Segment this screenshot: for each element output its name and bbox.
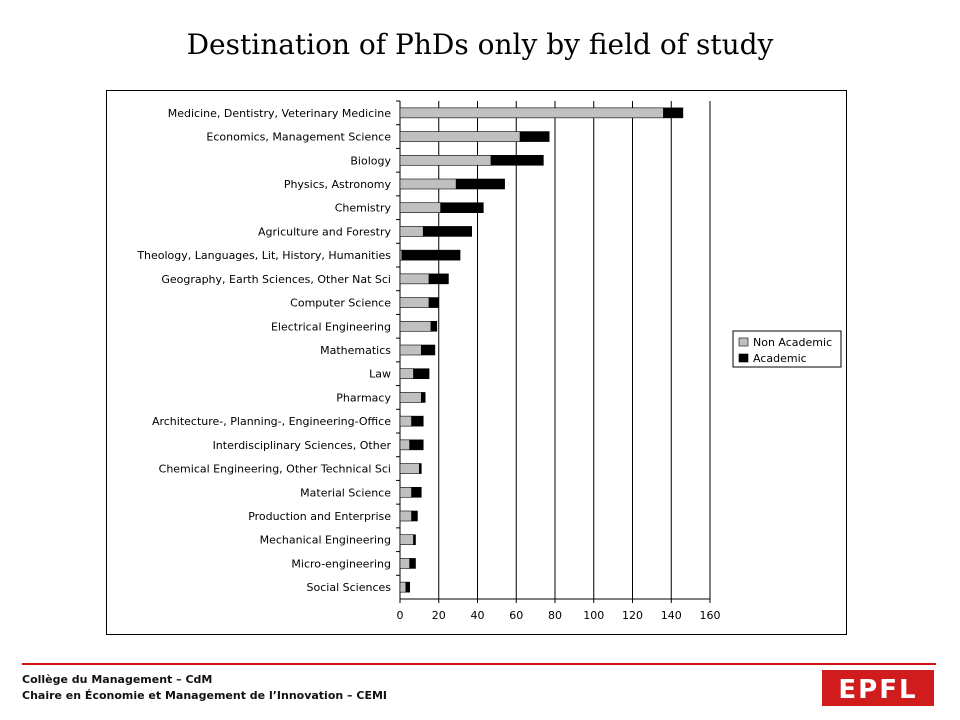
bar-academic bbox=[412, 416, 424, 426]
bar-non-academic bbox=[400, 226, 423, 236]
category-label: Mathematics bbox=[320, 344, 391, 357]
bar-non-academic bbox=[400, 558, 410, 568]
bar-non-academic bbox=[400, 298, 429, 308]
legend-swatch-academic bbox=[739, 354, 748, 362]
bar-academic bbox=[402, 250, 460, 260]
category-label: Physics, Astronomy bbox=[283, 178, 391, 191]
bar-academic bbox=[410, 440, 424, 450]
bar-academic bbox=[441, 203, 484, 213]
bar-academic bbox=[429, 274, 448, 284]
category-label: Medicine, Dentistry, Veterinary Medicine bbox=[167, 106, 391, 120]
category-label: Micro-engineering bbox=[291, 557, 391, 571]
svg-text:EPFL: EPFL bbox=[838, 675, 918, 705]
bar-academic bbox=[423, 226, 471, 236]
bar-academic bbox=[421, 345, 435, 355]
bar-non-academic bbox=[400, 416, 412, 426]
x-tick-label: 120 bbox=[622, 609, 643, 622]
legend-swatch-non-academic bbox=[739, 338, 748, 346]
chart-frame bbox=[106, 90, 847, 635]
bar-non-academic bbox=[400, 203, 441, 213]
bar-non-academic bbox=[400, 179, 456, 189]
epfl-logo bbox=[822, 670, 934, 706]
footer-chair-name: Chaire en Économie et Management de l’Innovation – CEMI bbox=[22, 689, 388, 702]
category-label: Computer Science bbox=[290, 296, 391, 310]
category-label: Theology, Languages, Lit, History, Humanities bbox=[137, 249, 391, 263]
bar-academic bbox=[421, 392, 425, 402]
category-label: Law bbox=[369, 367, 391, 381]
bar-non-academic bbox=[400, 511, 412, 521]
bar-non-academic bbox=[400, 155, 491, 165]
bar-academic bbox=[414, 369, 430, 379]
slide-title: Destination of PhDs only by field of study bbox=[186, 28, 774, 61]
x-tick-label: 0 bbox=[396, 609, 404, 622]
bar-academic bbox=[410, 558, 416, 568]
bar-academic bbox=[664, 108, 683, 118]
category-label: Chemical Engineering, Other Technical Sci bbox=[158, 462, 391, 476]
legend-label-academic: Academic bbox=[753, 352, 807, 365]
category-label: Biology bbox=[350, 154, 391, 168]
x-tick-label: 20 bbox=[431, 609, 446, 622]
category-label: Interdisciplinary Sciences, Other bbox=[212, 438, 391, 452]
bar-academic bbox=[520, 132, 549, 142]
bar-academic bbox=[412, 511, 418, 521]
category-label: Material Science bbox=[300, 486, 391, 500]
bar-academic bbox=[491, 155, 543, 165]
bar-non-academic bbox=[400, 274, 429, 284]
bar-academic bbox=[412, 487, 422, 497]
stacked-bar-chart bbox=[107, 91, 846, 634]
category-label: Economics, Management Science bbox=[206, 130, 391, 144]
category-label: Chemistry bbox=[334, 201, 391, 215]
category-label: Mechanical Engineering bbox=[259, 533, 391, 547]
bar-non-academic bbox=[400, 369, 414, 379]
bar-academic bbox=[414, 535, 416, 545]
bar-non-academic bbox=[400, 487, 412, 497]
x-tick-label: 140 bbox=[660, 609, 682, 622]
x-tick-label: 100 bbox=[583, 609, 605, 622]
category-label: Agriculture and Forestry bbox=[258, 225, 391, 239]
bar-academic bbox=[406, 582, 410, 592]
bar-non-academic bbox=[400, 321, 431, 331]
x-tick-label: 80 bbox=[548, 609, 562, 622]
bar-academic bbox=[429, 298, 439, 308]
bar-non-academic bbox=[400, 345, 421, 355]
category-label: Electrical Engineering bbox=[270, 320, 391, 334]
footer-divider bbox=[22, 663, 936, 665]
bar-non-academic bbox=[400, 582, 406, 592]
category-label: Social Sciences bbox=[306, 581, 391, 595]
category-label: Pharmacy bbox=[336, 391, 391, 405]
bar-academic bbox=[456, 179, 504, 189]
x-tick-label: 160 bbox=[699, 609, 721, 622]
legend-label-non-academic: Non Academic bbox=[753, 336, 833, 349]
x-tick-label: 60 bbox=[509, 609, 524, 622]
footer-college-name: Collège du Management – CdM bbox=[22, 673, 213, 686]
bar-academic bbox=[419, 464, 421, 474]
bar-non-academic bbox=[400, 464, 419, 474]
bar-non-academic bbox=[400, 392, 421, 402]
bar-academic bbox=[431, 321, 437, 331]
bar-non-academic bbox=[400, 440, 410, 450]
category-label: Production and Enterprise bbox=[248, 510, 391, 523]
x-tick-label: 40 bbox=[470, 609, 485, 622]
category-label: Architecture-, Planning-, Engineering-Office bbox=[151, 415, 391, 429]
bar-non-academic bbox=[400, 108, 664, 118]
bar-non-academic bbox=[400, 132, 520, 142]
bar-non-academic bbox=[400, 535, 414, 545]
category-label: Geography, Earth Sciences, Other Nat Sci bbox=[161, 272, 391, 286]
